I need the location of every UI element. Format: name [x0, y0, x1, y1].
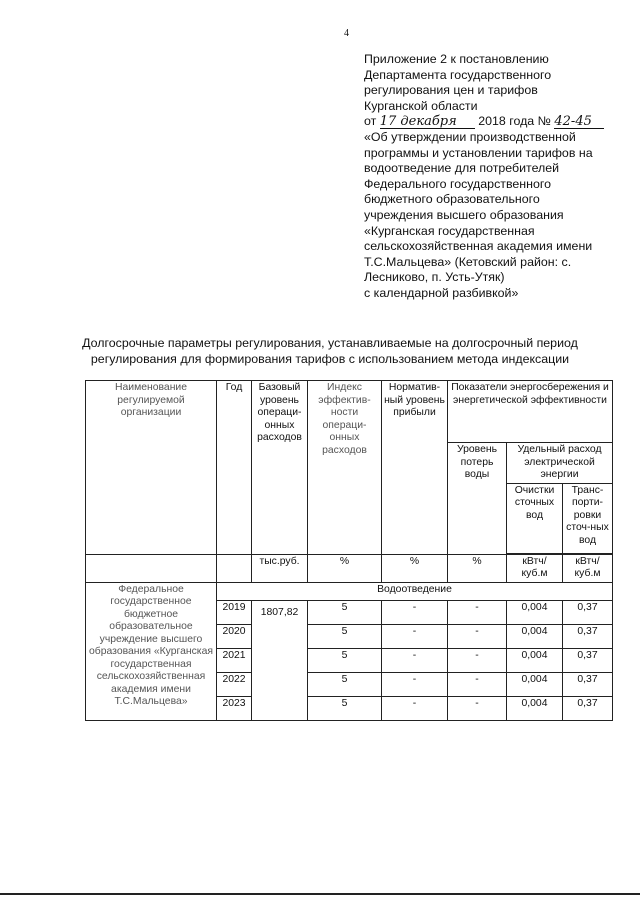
date-prefix: от: [364, 114, 377, 129]
header-energy: Показатели энергосбережения и энергетической эффективности: [448, 381, 613, 443]
row-year: 2021: [217, 648, 252, 672]
year-text: 2018 года №: [478, 114, 551, 129]
appendix-line: Департамента государственного: [364, 67, 552, 82]
row-profit: -: [382, 696, 448, 720]
page-number: 4: [344, 28, 349, 39]
row-transport: 0,37: [563, 648, 613, 672]
row-profit: -: [382, 600, 448, 624]
row-treatment: 0,004: [507, 600, 563, 624]
row-loss: -: [448, 600, 507, 624]
row-loss: -: [448, 648, 507, 672]
row-index: 5: [308, 648, 382, 672]
row-year: 2023: [217, 696, 252, 720]
row-index: 5: [308, 600, 382, 624]
unit-profit: %: [382, 554, 448, 582]
appendix-title-line: Федерального государственного: [364, 176, 551, 191]
regulation-parameters-table: [85, 380, 613, 721]
row-treatment: 0,004: [507, 624, 563, 648]
unit-treatment: кВтч/ куб.м: [507, 554, 563, 582]
row-profit: -: [382, 624, 448, 648]
heading-line: Долгосрочные параметры регулирования, устанавливаемые на долгосрочный период: [82, 336, 578, 350]
row-transport: 0,37: [563, 600, 613, 624]
header-year: Год: [217, 381, 252, 555]
appendix-title-line: сельскохозяйственная академия имени: [364, 239, 593, 254]
appendix-title-line: водоотведение для потребителей: [364, 161, 560, 176]
handwritten-date: 17 декабря: [380, 115, 475, 129]
row-treatment: 0,004: [507, 648, 563, 672]
row-loss: -: [448, 624, 507, 648]
unit-base: тыс.руб.: [252, 554, 308, 582]
row-year: 2020: [217, 624, 252, 648]
row-treatment: 0,004: [507, 672, 563, 696]
appendix-title-line: «Об утверждении производственной: [364, 129, 576, 144]
appendix-title-line: Т.С.Мальцева» (Кетовский район: с.: [364, 254, 572, 269]
unit-transport: кВтч/ куб.м: [563, 554, 613, 582]
appendix-title-line: бюджетного образовательного: [364, 192, 540, 207]
row-treatment: 0,004: [507, 696, 563, 720]
appendix-block: [364, 52, 626, 302]
section-label: Водоотведение: [217, 582, 613, 600]
row-year: 2022: [217, 672, 252, 696]
row-index: 5: [308, 624, 382, 648]
unit-index: %: [308, 554, 382, 582]
row-profit: -: [382, 672, 448, 696]
appendix-line: регулирования цен и тарифов: [364, 83, 538, 98]
appendix-title-line: Лесниково, п. Усть-Утяк): [364, 270, 505, 285]
appendix-title-line: «Курганская государственная: [364, 223, 535, 238]
appendix-date-line: [364, 114, 626, 130]
scan-bottom-edge: [0, 893, 640, 895]
header-treatment: Очистки сточных вод: [507, 483, 563, 553]
row-year: 2019: [217, 600, 252, 624]
row-index: 5: [308, 672, 382, 696]
base-opex-value: 1807,82: [252, 600, 308, 720]
row-loss: -: [448, 696, 507, 720]
appendix-title-line: с календарной разбивкой»: [364, 285, 519, 300]
appendix-line: Приложение 2 к постановлению: [364, 52, 549, 66]
row-index: 5: [308, 696, 382, 720]
table-heading: [40, 335, 620, 367]
row-transport: 0,37: [563, 696, 613, 720]
row-profit: -: [382, 648, 448, 672]
header-transport: Транс-порти-ровки сточ-ных вод: [563, 483, 613, 553]
appendix-line: Курганской области: [364, 98, 478, 113]
organization-name: Федеральное государственное бюджетное образовательное учреждение высшего образования «Курганская государственная сельскохозяйственная академия имени Т.С.Мальцева»: [86, 582, 217, 720]
row-loss: -: [448, 672, 507, 696]
row-transport: 0,37: [563, 672, 613, 696]
row-transport: 0,37: [563, 624, 613, 648]
header-water-loss: Уровень потерь воды: [448, 443, 507, 555]
appendix-title-line: программы и установлении тарифов на: [364, 145, 593, 160]
unit-loss: %: [448, 554, 507, 582]
header-index: Индекс эффектив-ности операци-онных расходов: [308, 381, 382, 555]
appendix-title-line: учреждения высшего образования: [364, 207, 564, 222]
header-base: Базовый уровень операци-онных расходов: [252, 381, 308, 555]
handwritten-number: 42-45: [554, 115, 604, 129]
header-specific-consumption: Удельный расход электрической энергии: [507, 443, 613, 484]
header-profit: Норматив-ный уровень прибыли: [382, 381, 448, 555]
heading-line: регулирования для формирования тарифов с использованием метода индексации: [90, 352, 570, 366]
header-org: Наименование регулируемой организации: [86, 381, 217, 555]
